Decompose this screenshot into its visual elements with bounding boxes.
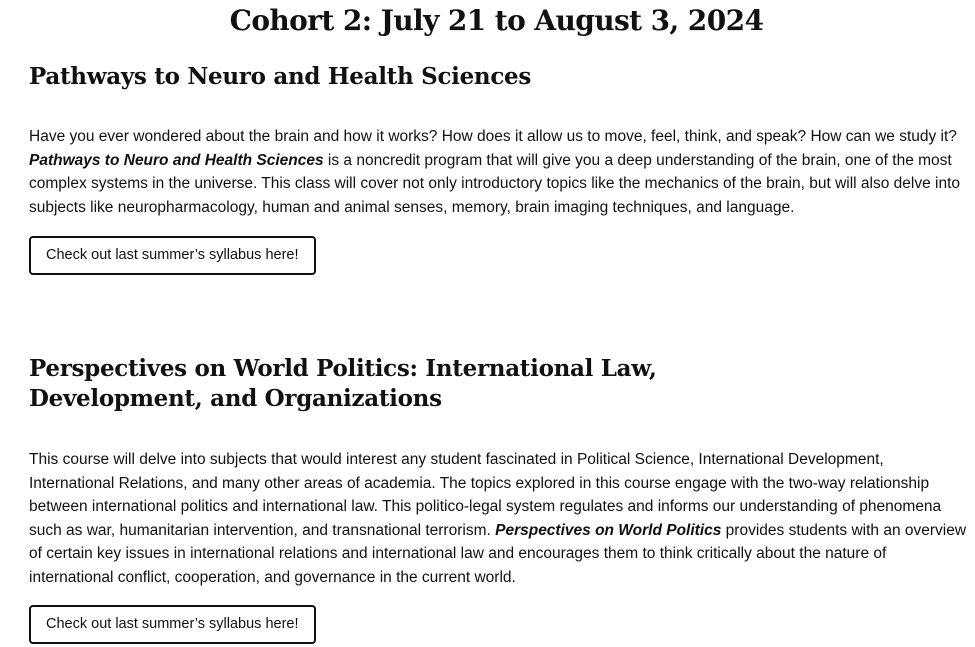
course-description xyxy=(29,448,967,589)
course-description-text: This course will delve into subjects that would interest any student fascinated in Political Science, International Development, International Relations, and many other areas of academia. The topics explored in this course engage with the two-way relationship between international politics and international law. This politico-legal system regulates and informs our understanding of phenomena such as war, humanitarian intervention, and transnational terrorism. xyxy=(29,451,942,539)
course-heading: Perspectives on World Politics: International Law, Development, and Organizations xyxy=(29,355,657,412)
syllabus-button[interactable]: Check out last summer’s syllabus here! xyxy=(29,236,316,275)
course-title-emphasis: Pathways to Neuro and Health Sciences xyxy=(29,151,324,169)
course-title-emphasis: Perspectives on World Politics xyxy=(495,521,722,539)
course-section-world-politics xyxy=(29,354,969,644)
syllabus-button[interactable]: Check out last summer’s syllabus here! xyxy=(29,605,316,644)
course-description-text: is a noncredit program that will give you a deep understanding of the brain, one of the most complex systems in the universe. This class will cover not only introductory topics like the mechanics of the brain, but will also delve into subjects like neuropharmacology, human and animal senses, memory, brain imaging techniques, and language. xyxy=(29,151,960,216)
course-description-text: Have you ever wondered about the brain and how it works? How does it allow us to move, feel, think, and speak? How can we study it? xyxy=(29,128,957,145)
course-description-text: provides students with an overview of certain key issues in international relations and international law and encourages them to think critically about the nature of international conflict, cooperation, and governance in the current world. xyxy=(29,521,967,586)
course-heading: Pathways to Neuro and Health Sciences xyxy=(29,63,532,90)
page-title: Cohort 2: July 21 to August 3, 2024 xyxy=(229,4,764,37)
course-section-neuro xyxy=(29,62,969,275)
course-description xyxy=(29,125,967,219)
